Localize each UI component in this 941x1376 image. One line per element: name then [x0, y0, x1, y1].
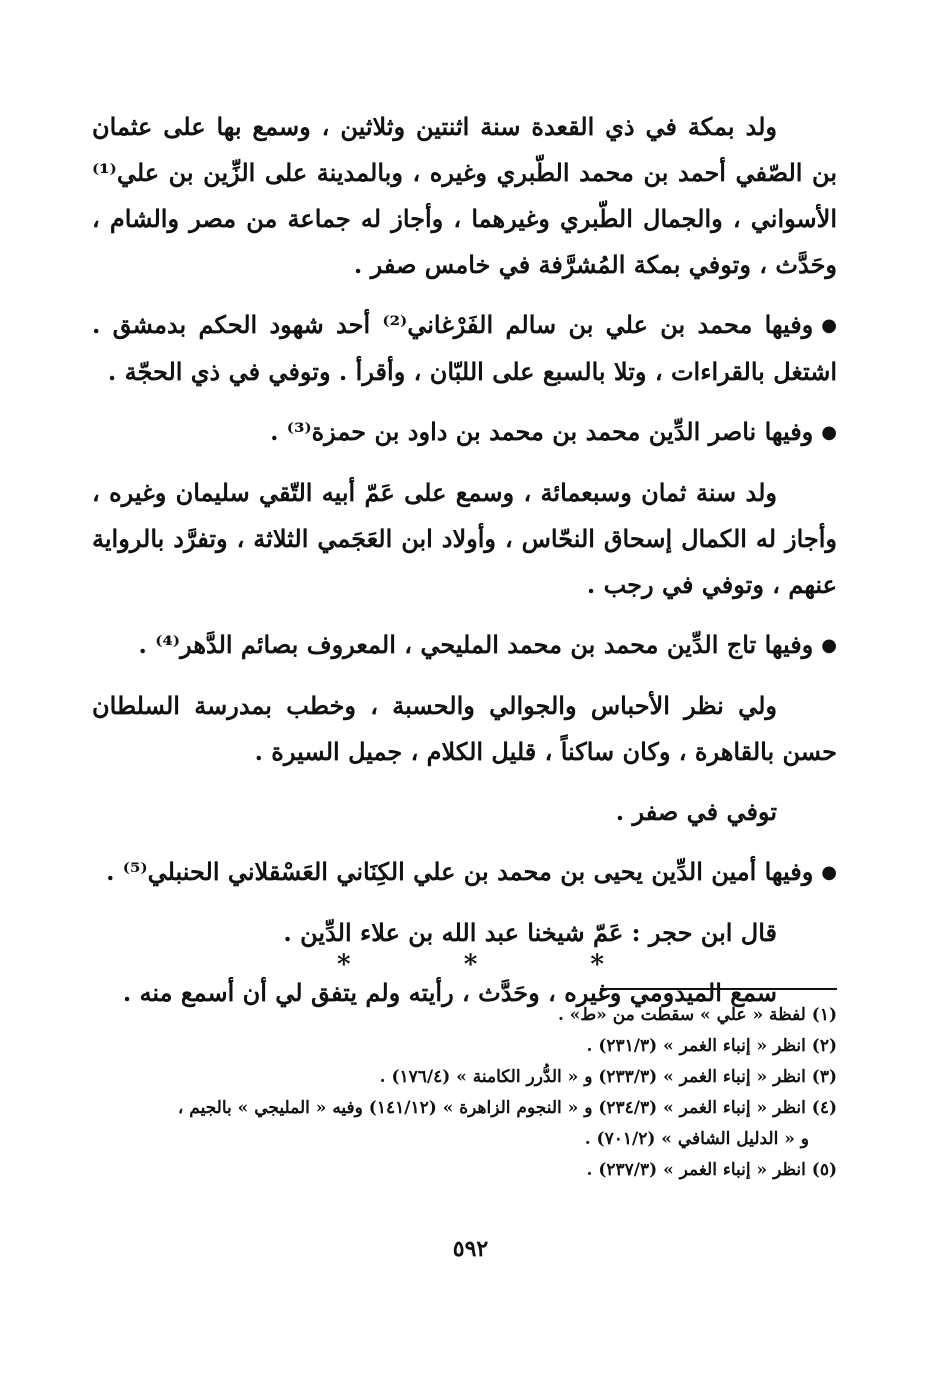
page-number: ٥٩٢	[452, 1236, 489, 1262]
entry-farghani	[92, 302, 837, 395]
footnote-rule	[600, 988, 837, 990]
main-text	[92, 104, 837, 1016]
entry-nasir-al-din	[92, 409, 837, 456]
footnotes	[92, 1000, 837, 1186]
entry-taj-al-din-text: وفيها تاج الدِّين محمد بن محمد المليحي ، المعروف بصائم الدَّهر⁽⁴⁾ .	[138, 630, 814, 659]
footnote-3: (٣) انظر « إنباء الغمر » (٢٣٣/٣) و « الدُّرر الكامنة » (١٧٦/٤) .	[379, 1067, 837, 1087]
footnote-2: (٢) انظر « إنباء الغمر » (٢٣١/٣) .	[586, 1036, 837, 1056]
entry-farghani-text: وفيها محمد بن علي بن سالم الفَرْغاني⁽²⁾ أحد شهود الحكم بدمشق . اشتغل بالقراءات ، وتلا بالسبع على اللبّان ، وأقرأ . وتوفي في ذي الحجّة .	[92, 310, 837, 386]
entry-amin-al-din-text: وفيها أمين الدِّين يحيى بن محمد بن علي الكِنَاني العَسْقلاني الحنبلي⁽⁵⁾ .	[106, 857, 814, 886]
bullet-icon: ●	[821, 635, 837, 656]
footnote-4: (٤) انظر « إنباء الغمر » (٢٣٤/٣) و « النجوم الزاهرة » (١٤١/١٢) وفيه « المليجي » بالجيم ،	[177, 1098, 837, 1118]
entry-amin-al-din	[92, 849, 837, 896]
paragraph-death-safar: توفي في صفر .	[615, 797, 777, 826]
section-separator: * * *	[337, 950, 656, 980]
bullet-icon: ●	[821, 862, 837, 883]
footnote-1: (١) لفظة « علي » سقطت من «ط» .	[557, 1005, 837, 1025]
entry-nasir-al-din-text: وفيها ناصر الدِّين محمد بن محمد بن داود بن حمزة⁽³⁾ .	[270, 417, 814, 446]
footnote-4-continuation: و « الدليل الشافي » (٧٠١/٢) .	[584, 1129, 809, 1149]
bullet-icon: ●	[821, 422, 837, 443]
paragraph-ibn-hajar: قال ابن حجر : عَمّ شيخنا عبد الله بن علاء الدِّين .	[283, 918, 777, 947]
paragraph-heard-maydumi: سمع الميدومي وغيره ، وحَدَّث ، رأيته ولم يتفق لي أن أسمع منه .	[122, 978, 777, 1007]
bullet-icon: ●	[821, 315, 837, 336]
paragraph-born-708: ولد سنة ثمان وسبعمائة ، وسمع على عَمّ أبيه التّقي سليمان وغيره ، وأجاز له الكمال إسحاق النحّاس ، وأولاد ابن العَجَمي الثلاثة ، وتفرَّد بالرواية عنهم ، وتوفي في رجب .	[92, 478, 837, 599]
paragraph-offices: ولي نظر الأحباس والجوالي والحسبة ، وخطب بمدرسة السلطان حسن بالقاهرة ، وكان ساكناً ، قليل الكلام ، جميل السيرة .	[92, 691, 837, 766]
entry-taj-al-din	[92, 622, 837, 669]
paragraph-birth-mecca: ولد بمكة في ذي القعدة سنة اثنتين وثلاثين ، وسمع بها على عثمان بن الصّفي أحمد بن محمد الطّبري وغيره ، وبالمدينة على الزِّين بن علي⁽¹⁾ الأسواني ، والجمال الطّبري وغيرهما ، وأجاز له جماعة من مصر والشام ، وحَدَّث ، وتوفي بمكة المُشرَّفة في خامس صفر .	[92, 112, 837, 279]
footnote-5: (٥) انظر « إنباء الغمر » (٢٣٧/٣) .	[586, 1160, 837, 1180]
